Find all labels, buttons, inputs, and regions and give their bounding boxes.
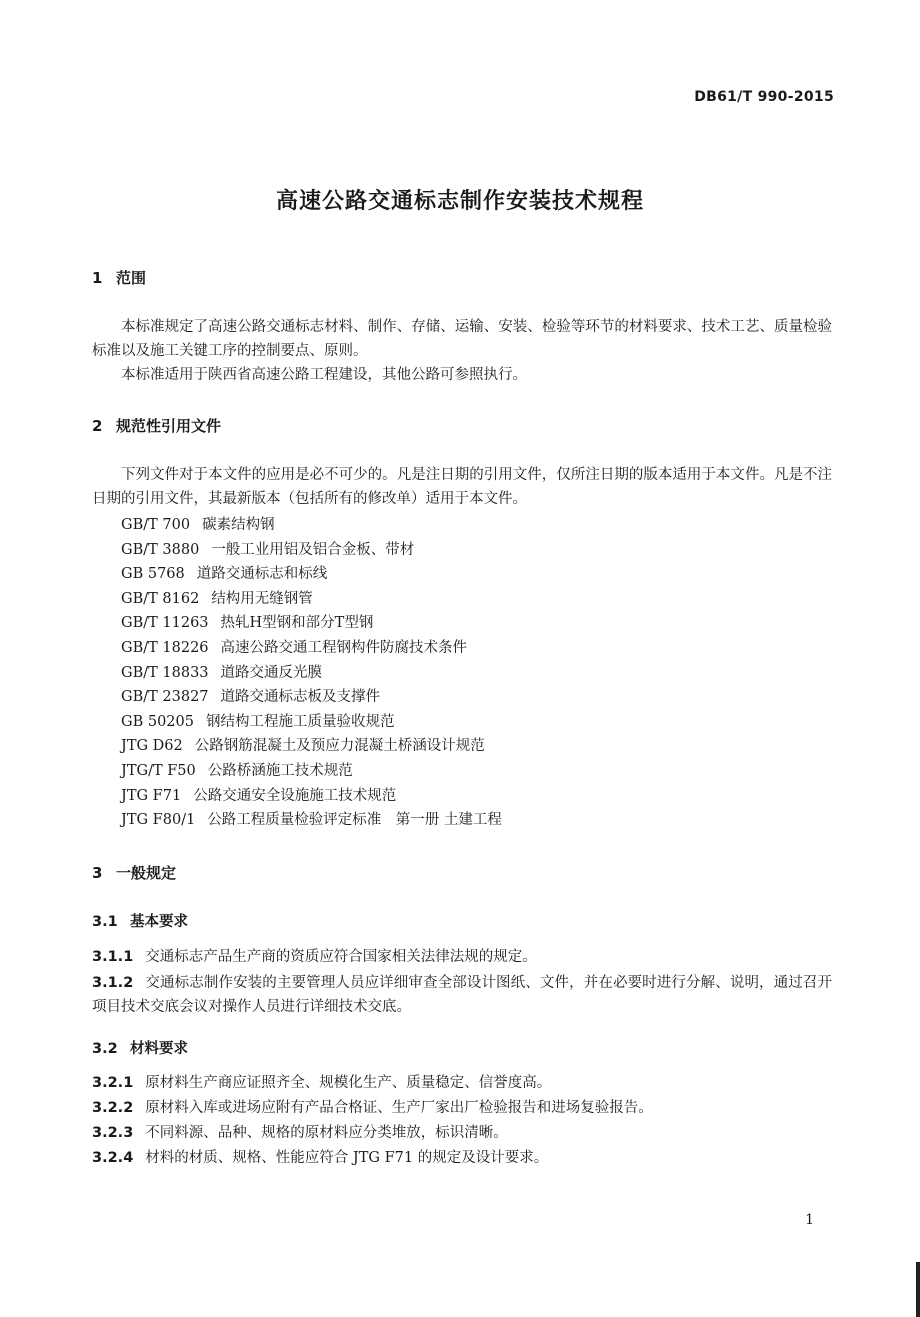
section-title: 一般规定: [116, 864, 177, 882]
clause-number: 3.1.2: [92, 975, 134, 991]
subsection-3-2-heading: [92, 1037, 188, 1058]
section-number: 1: [92, 269, 103, 287]
clause-3-1-2: [92, 971, 832, 1019]
section-title: 规范性引用文件: [116, 417, 222, 435]
reference-code: GB/T 3880: [121, 541, 200, 558]
reference-item: [121, 661, 502, 686]
reference-code: GB 5768: [121, 566, 185, 583]
reference-name: 一般工业用铝及铝合金板、带材: [211, 541, 415, 558]
reference-name: 公路交通安全设施施工技术规范: [193, 787, 397, 804]
subsection-number: 3.2: [92, 1041, 118, 1057]
section-2-heading: [92, 415, 221, 436]
reference-item: [121, 685, 502, 710]
reference-item: [121, 636, 502, 661]
reference-name: 道路交通标志板及支撑件: [220, 689, 381, 706]
clause-text: 不同料源、品种、规格的原材料应分类堆放，标识清晰。: [145, 1125, 508, 1141]
section-1-paragraph-1: 本标准规定了高速公路交通标志材料、制作、存储、运输、安装、检验等环节的材料要求、技术工艺、质量检验标准以及施工关键工序的控制要点、原则。: [92, 319, 832, 359]
clause-3-2-4: [92, 1146, 832, 1170]
clause-number: 3.2.2: [92, 1100, 134, 1116]
reference-item: [121, 710, 502, 735]
section-title: 范围: [116, 269, 147, 287]
reference-name: 公路工程质量检验评定标准 第一册 土建工程: [207, 812, 502, 829]
clause-number: 3.1.1: [92, 949, 134, 965]
reference-name: 高速公路交通工程钢构件防腐技术条件: [220, 639, 468, 656]
reference-code: GB/T 700: [121, 517, 191, 533]
reference-name: 公路桥涵施工技术规范: [207, 762, 353, 779]
section-1-heading: [92, 267, 146, 288]
subsection-title: 基本要求: [130, 914, 188, 930]
reference-name: 公路钢筋混凝土及预应力混凝土桥涵设计规范: [194, 738, 485, 755]
document-code: DB61/T 990-2015: [694, 89, 834, 105]
normative-reference-list: [121, 513, 502, 833]
section-number: 2: [92, 417, 103, 435]
document-title: 高速公路交通标志制作安装技术规程: [275, 189, 644, 214]
clause-number: 3.2.4: [92, 1150, 134, 1166]
subsection-title: 材料要求: [130, 1041, 188, 1057]
clause-3-2-3: [92, 1121, 832, 1145]
reference-item: [121, 538, 502, 563]
reference-code: GB/T 23827: [121, 689, 209, 706]
reference-item: [121, 611, 502, 636]
page-number: 1: [805, 1212, 814, 1228]
reference-name: 热轧H型钢和部分T型钢: [220, 615, 374, 632]
clause-number: 3.2.1: [92, 1075, 134, 1091]
reference-item: [121, 562, 502, 587]
reference-name: 结构用无缝钢管: [211, 590, 313, 607]
reference-name: 道路交通反光膜: [220, 664, 323, 681]
section-1-paragraph-2: 本标准适用于陕西省高速公路工程建设，其他公路可参照执行。: [121, 367, 527, 383]
reference-name: 钢结构工程施工质量验收规范: [205, 713, 395, 730]
reference-item: [121, 759, 502, 784]
section-number: 3: [92, 864, 103, 882]
reference-code: JTG/T F50: [121, 762, 196, 779]
clause-text: 交通标志制作安装的主要管理人员应详细审查全部设计图纸、文件，并在必要时进行分解、说明，通过召开项目技术交底会议对操作人员进行详细技术交底。: [92, 975, 832, 1015]
reference-item: [121, 587, 502, 612]
reference-code: GB/T 11263: [121, 615, 209, 632]
reference-code: JTG F80/1: [121, 812, 196, 829]
clause-text: 原材料入库或进场应附有产品合格证、生产厂家出厂检验报告和进场复验报告。: [145, 1100, 653, 1116]
reference-code: GB/T 8162: [121, 590, 200, 607]
reference-code: GB 50205: [121, 713, 194, 730]
clause-text: 材料的材质、规格、性能应符合 JTG F71 的规定及设计要求。: [145, 1150, 549, 1166]
clause-3-1-1: [92, 945, 832, 969]
subsection-3-1-heading: [92, 910, 188, 931]
reference-code: JTG F71: [121, 787, 182, 804]
reference-item: [121, 513, 502, 538]
reference-item: [121, 734, 502, 759]
reference-name: 碳素结构钢: [202, 517, 275, 533]
reference-code: GB/T 18833: [121, 664, 209, 681]
reference-code: GB/T 18226: [121, 639, 209, 656]
clause-text: 原材料生产商应证照齐全、规模化生产、质量稳定、信誉度高。: [145, 1075, 552, 1091]
reference-item: [121, 784, 502, 809]
subsection-number: 3.1: [92, 914, 118, 930]
clause-3-2-1: [92, 1071, 832, 1095]
clause-number: 3.2.3: [92, 1125, 134, 1141]
reference-item: [121, 808, 502, 833]
clause-3-2-2: [92, 1096, 832, 1120]
scan-edge-mark: [916, 1262, 920, 1317]
section-3-heading: [92, 862, 176, 883]
clause-text: 交通标志产品生产商的资质应符合国家相关法律法规的规定。: [145, 949, 537, 965]
reference-name: 道路交通标志和标线: [196, 566, 328, 583]
section-2-intro: 下列文件对于本文件的应用是必不可少的。凡是注日期的引用文件，仅所注日期的版本适用于本文件。凡是不注日期的引用文件，其最新版本（包括所有的修改单）适用于本文件。: [92, 467, 832, 507]
reference-code: JTG D62: [121, 738, 183, 755]
